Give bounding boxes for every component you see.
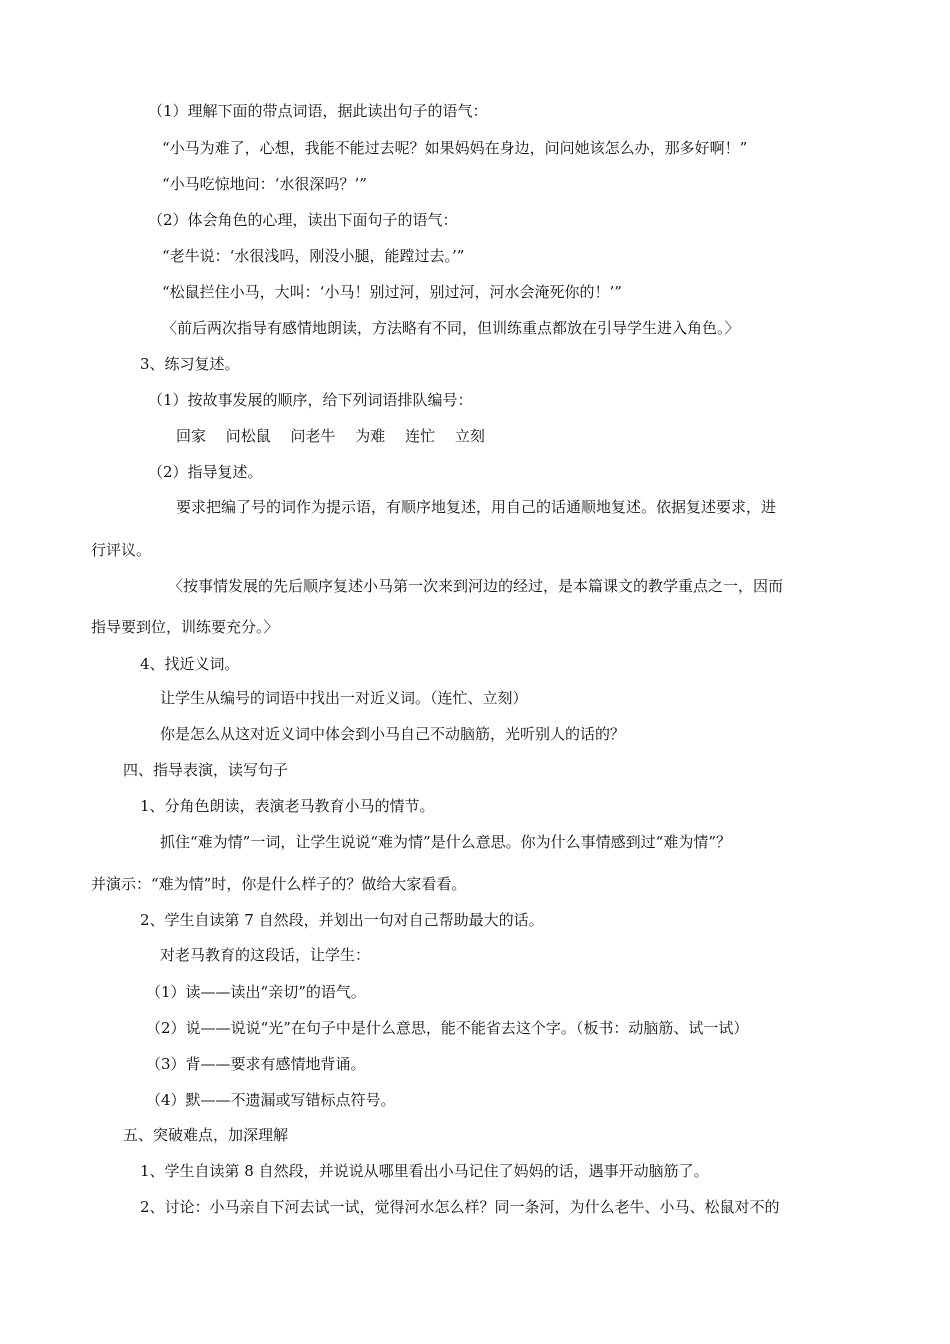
text-line: 行评议。 (91, 541, 152, 559)
text-line: （4）默——不遗漏或写错标点符号。 (146, 1091, 396, 1109)
text-line: （3）背——要求有感情地背诵。 (146, 1055, 366, 1073)
text-line: （2）体会角色的心理，读出下面句子的语气： (148, 211, 458, 229)
text-line: 4、找近义词。 (140, 655, 240, 673)
text-line: 抓住“难为情”一词，让学生说说“难为情”是什么意思。你为什么事情感到过“难为情”？ (160, 833, 732, 851)
text-line: （1）按故事发展的顺序，给下列词语排队编号： (148, 391, 473, 409)
text-line: “小马为难了，心想，我能不能过去呢？如果妈妈在身边，问问她该怎么办，那多好啊！” (162, 139, 748, 157)
text-line: （2）指导复述。 (148, 463, 263, 481)
text-line: （1）理解下面的带点词语，据此读出句子的语气： (148, 102, 488, 120)
text-line: 1、学生自读第 8 自然段，并说说从哪里看出小马记住了妈妈的话，遇事开动脑筋了。 (140, 1162, 709, 1180)
text-line: 〈前后两次指导有感情地朗读，方法略有不同，但训练重点都放在引导学生进入角色。〉 (162, 319, 740, 337)
text-line: （2）说——说说“光”在句子中是什么意思，能不能省去这个字。（板书：动脑筋、试一试） (146, 1019, 749, 1037)
text-line: “小马吃惊地问：‘水很深吗？’” (162, 175, 367, 193)
text-line: 2、讨论：小马亲自下河去试一试，觉得河水怎么样？同一条河，为什么老牛、小马、松鼠对不的 (140, 1198, 780, 1216)
text-line: 对老马教育的这段话，让学生： (160, 946, 371, 964)
text-line: 指导要到位，训练要充分。〉 (91, 618, 279, 636)
text-line: 要求把编了号的词作为提示语，有顺序地复述，用自己的话通顺地复述。依据复述要求，进 (176, 498, 777, 516)
text-line: “老牛说：‘水很浅吗，刚没小腿，能蹚过去。’” (162, 247, 465, 265)
text-line: （1）读——读出“亲切”的语气。 (146, 983, 366, 1001)
section-heading: 五、突破难点，加深理解 (123, 1126, 289, 1144)
text-line: “松鼠拦住小马，大叫：‘小马！别过河，别过河，河水会淹死你的！’” (162, 283, 622, 301)
text-line: 〈按事情发展的先后顺序复述小马第一次来到河边的经过，是本篇课文的教学重点之一，因而 (168, 577, 784, 595)
text-line: 3、练习复述。 (140, 355, 240, 373)
text-line: 让学生从编号的词语中找出一对近义词。（连忙、立刻） (160, 689, 528, 707)
text-line: 2、学生自读第 7 自然段，并划出一句对自己帮助最大的话。 (140, 911, 544, 929)
text-line: 回家 问松鼠 问老牛 为难 连忙 立刻 (176, 427, 485, 445)
text-line: 并演示：“难为情”时，你是什么样子的？做给大家看看。 (91, 875, 467, 893)
text-line: 1、分角色朗读，表演老马教育小马的情节。 (140, 797, 435, 815)
section-heading: 四、指导表演，读写句子 (123, 761, 289, 779)
text-line: 你是怎么从这对近义词中体会到小马自己不动脑筋，光听别人的话的？ (160, 725, 626, 743)
